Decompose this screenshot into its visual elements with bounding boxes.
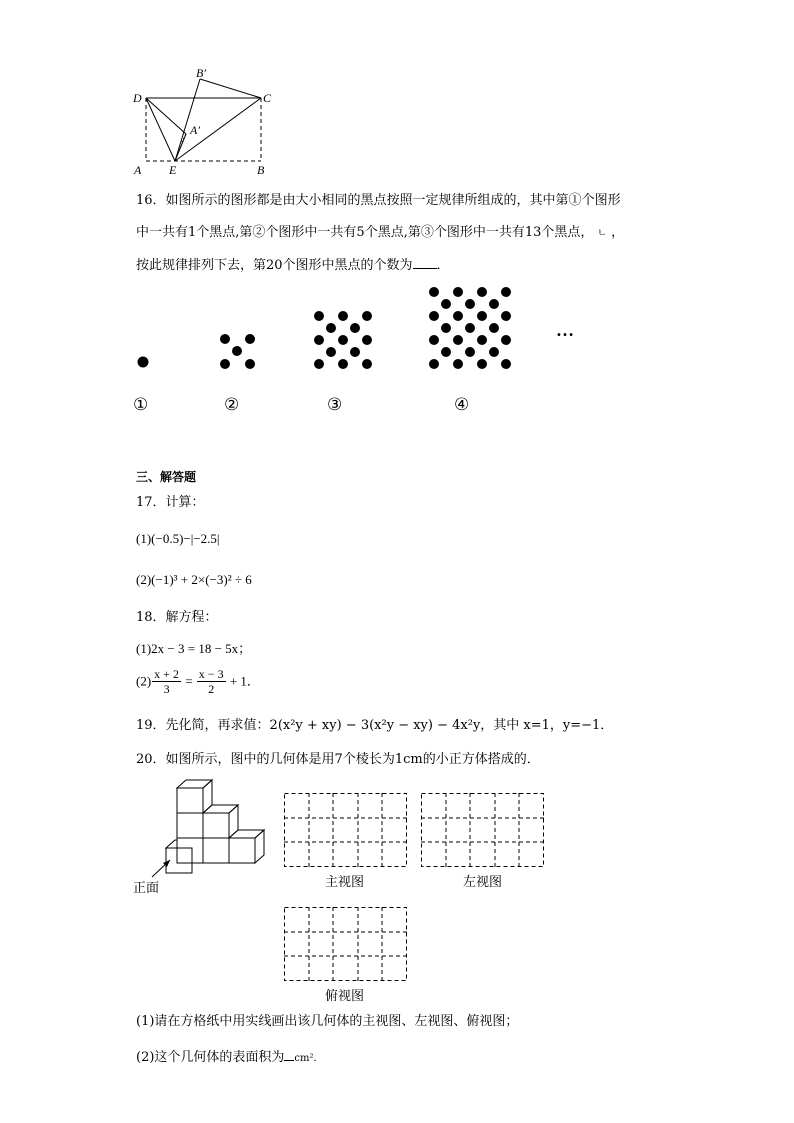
grid-left-view[interactable]	[421, 793, 545, 868]
q20-part2-unit: cm²．	[294, 1053, 324, 1064]
dot-pattern-figures	[128, 282, 598, 418]
q18-fraction-2	[197, 667, 226, 696]
q19-text: 19．先化简，再求值：2(x²y + xy) − 3(x²y − xy) − 4x²y，其中 x=1，y=−1．	[136, 718, 614, 733]
grid-top-label: 俯视图	[325, 989, 365, 1004]
q18-part1: (1)2x − 3 = 18 − 5x；	[136, 641, 252, 656]
label-B-prime: B′	[196, 66, 206, 80]
label-C: C	[263, 91, 272, 105]
dot-label-4: ④	[454, 395, 470, 414]
grid-left-label: 左视图	[463, 875, 503, 890]
dot-figure-3	[314, 311, 372, 369]
dot-figure-2	[220, 334, 255, 369]
q16-line2-end: ，	[611, 225, 625, 240]
q16-answer-blank[interactable]	[413, 256, 437, 269]
q20-part2	[136, 1048, 324, 1068]
q18-fraction-1	[152, 667, 181, 696]
label-E: E	[169, 163, 177, 177]
q16-line2-b: 个图形中一共有5个黑点,第	[265, 225, 421, 240]
q20-answer-blank[interactable]	[284, 1048, 294, 1061]
label-B: B	[257, 163, 265, 177]
q16-line2-a: 中一共有1个黑点,第	[136, 225, 253, 240]
q16-line2-c: 个图形中一共有13个黑点，	[433, 225, 594, 240]
q17-part2: (2)(−1)³ + 2×(−3)² ÷ 6	[136, 572, 252, 587]
dot-label-2: ②	[224, 395, 240, 414]
grid-front-label: 主视图	[325, 875, 365, 890]
q18-equals: =	[185, 673, 193, 689]
q17-part1: (1)(−0.5)−|−2.5|	[136, 531, 220, 546]
q20-part1: (1)请在方格纸中用实线画出该几何体的主视图、左视图、俯视图；	[136, 1014, 519, 1029]
dot-more-ellipsis: …	[556, 320, 574, 340]
q18-frac1-num: x + 2	[154, 667, 179, 681]
section-heading: 三、解答题	[136, 470, 197, 484]
q18-part2-prefix: (2)	[136, 673, 152, 689]
q20-part2-text: (2)这个几何体的表面积为	[136, 1050, 285, 1065]
q16-line3-text: 按此规律排列下去，第20个图形中黑点的个数为	[136, 258, 413, 273]
dot-figure-4	[429, 287, 511, 369]
q18-part2	[136, 667, 260, 696]
label-D: D	[133, 91, 142, 105]
q20-title: 20．如图所示，图中的几何体是用7个棱长为1cm的小正方体搭成的．	[136, 752, 540, 767]
q18-frac2-num: x − 3	[198, 667, 224, 681]
q18-title: 18．解方程：	[136, 610, 218, 625]
q16-line1-end: 个图形	[581, 193, 621, 208]
q16-ellipsis-mark: ㄴ	[597, 228, 608, 239]
q16-line1-text: 16．如图所示的图形都是由大小相同的黑点按照一定规律所组成的，其中第	[136, 193, 569, 208]
label-A: A	[134, 163, 142, 177]
q18-frac1-den: 3	[163, 682, 170, 696]
q18-part2-suffix: + 1．	[229, 673, 260, 689]
dot-label-3: ③	[327, 395, 343, 414]
grid-front-view[interactable]	[284, 793, 408, 868]
geometry-figure-15	[128, 66, 288, 178]
q17-title: 17．计算：	[136, 495, 205, 510]
q16-line2	[136, 224, 624, 243]
q16-line1	[136, 192, 621, 210]
q18-frac2-den: 2	[208, 682, 215, 696]
label-A-prime: A′	[190, 123, 200, 137]
q16-line3-end: ．	[436, 258, 450, 273]
front-label: 正面	[133, 881, 160, 896]
q16-circled-1: ①	[568, 193, 582, 208]
grid-top-view[interactable]	[284, 907, 408, 982]
dot-label-1: ①	[133, 395, 149, 414]
q16-circled-2: ②	[252, 225, 266, 240]
dot-figure-1	[138, 357, 149, 368]
q16-circled-3: ③	[420, 225, 434, 240]
q16-line3	[136, 256, 450, 275]
